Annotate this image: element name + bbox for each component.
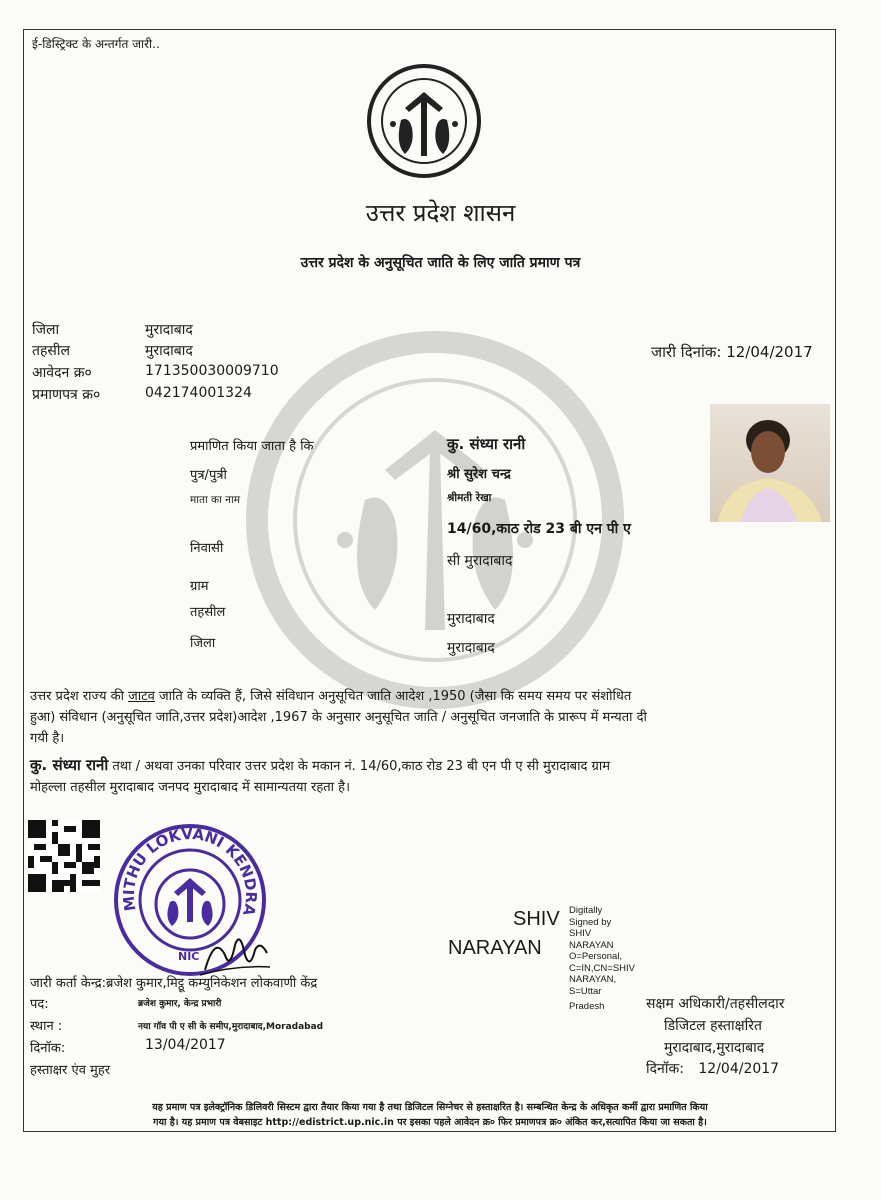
district-value: मुरादाबाद	[145, 322, 193, 338]
applicant-name: कु. संध्या रानी	[447, 435, 526, 453]
residence-applicant-name: कु. संध्या रानी	[30, 756, 109, 774]
digital-signature-details: Digitally Signed by SHIV NARAYAN O=Personal, C=IN,CN=SHIV NARAYAN, S=Uttar Pradesh	[569, 905, 635, 1012]
tehsil-label: तहसील	[32, 343, 70, 359]
certificate-subtitle: उत्तर प्रदेश के अनुसूचित जाति के लिए जाति प्रमाण पत्र	[300, 255, 581, 271]
application-label: आवेदन क्र०	[32, 365, 92, 381]
issuer-center-label: जारी कर्ता केन्द्र:	[30, 976, 107, 991]
paragraph-line2: हुआ) संविधान (अनुसूचित जाति,उत्तर प्रदेश)आदेश ,1967 के अनुसार अनुसूचित जाति / अनुसूचित जनजाति के प्रारूप में मन्यता दी	[30, 710, 647, 725]
place-value: नया गॉव पी ए सी के समीप,मुरादाबाद,Moradabad	[138, 1022, 324, 1032]
issuer-date-label: दिनॉक:	[30, 1041, 66, 1056]
authority-title: सक्षम अधिकारी/तहसीलदार	[646, 996, 785, 1012]
footer-line2: गया है। यह प्रमाण पत्र वेबसाइट http://edistrict.up.nic.in पर इसका पहले आवेदन क्र० फिर प्रमाणपत्र क्र० अंकित कर,सत्यापित किया जा सकता है।	[153, 1117, 707, 1128]
authority-digitally-signed: डिजिटल हस्ताक्षरित	[664, 1018, 762, 1034]
detail-district-value: मुरादाबाद	[447, 640, 495, 656]
authority-date-value: 12/04/2017	[698, 1061, 780, 1077]
resident-label: निवासी	[190, 541, 224, 556]
caste-paragraph	[30, 686, 830, 749]
person-photo-icon	[710, 404, 830, 522]
residence-paragraph	[30, 755, 830, 798]
district-label: जिला	[32, 322, 60, 338]
issuer-center-value: ब्रजेश कुमार,मिट्ठू कम्युनिकेशन लोकवाणी केंद्र	[106, 976, 318, 991]
detail-district-label: जिला	[190, 636, 216, 651]
father-name: श्री सुरेश चन्द्र	[447, 467, 511, 482]
signer-name-line2: NARAYAN	[448, 937, 542, 959]
issuer-date-value: 13/04/2017	[145, 1037, 226, 1053]
tehsil-value: मुरादाबाद	[145, 343, 193, 359]
footer-line1: यह प्रमाण पत्र इलेक्ट्रॉनिक डिलिवरी सिस्टम द्वारा तैयार किया गया है तथा डिजिटल सिग्नेचर से हस्ताक्षरित है। सम्बन्धित केन्द्र के अधिकृत कर्मी द्वारा प्रमाणित किया	[152, 1102, 708, 1113]
post-label: पद:	[30, 997, 49, 1012]
issue-date-value: 12/04/2017	[726, 343, 813, 361]
paragraph-line1: जाति के व्यक्ति हैं, जिसे संविधान अनुसूचित जाति आदेश ,1950 (जैसा कि समय समय पर संशोधित	[154, 689, 632, 704]
residence-line1: तथा / अथवा उनका परिवार उत्तर प्रदेश के मकान नं. 14/60,काठ रोड 23 बी एन पी ए सी मुरादाबाद ग्राम	[108, 759, 610, 774]
application-number: 171350030009710	[145, 363, 279, 379]
signer-name-line1: SHIV	[513, 908, 560, 930]
detail-tehsil-value: मुरादाबाद	[447, 611, 495, 627]
issue-date-label: जारी दिनांक:	[651, 343, 722, 361]
header-note: ई-डिस्ट्रिक्ट के अन्तर्गत जारी..	[32, 37, 160, 51]
detail-tehsil-label: तहसील	[190, 605, 226, 620]
mother-name-label: माता का नाम	[190, 494, 240, 506]
qr-code-icon	[28, 820, 100, 892]
page-title: उत्तर प्रदेश शासन	[365, 199, 516, 227]
village-label: ग्राम	[190, 579, 209, 594]
certificate-footer-note	[30, 1100, 830, 1130]
resident-address-line2: सी मुरादाबाद	[447, 553, 513, 569]
seal-bottom-text: NIC	[178, 950, 200, 963]
authority-location: मुरादाबाद,मुरादाबाद	[664, 1040, 765, 1056]
place-label: स्थान :	[30, 1019, 63, 1034]
handwritten-signature-icon	[195, 925, 275, 980]
up-government-emblem-icon	[365, 62, 483, 180]
authority-date-label: दिनॉक:	[646, 1061, 684, 1077]
paragraph-line3: गयी है।	[30, 731, 65, 746]
certificate-number: 042174001324	[145, 385, 252, 401]
child-of-label: पुत्र/पुत्री	[190, 468, 227, 483]
certificate-label: प्रमाणपत्र क्र०	[32, 387, 101, 403]
post-value: ब्रजेश कुमार, केन्द्र प्रभारी	[138, 999, 222, 1009]
sign-and-seal-label: हस्ताक्षर एंव मुहर	[30, 1063, 111, 1078]
svg-text:MITHU LOKVANI KENDRA: MITHU LOKVANI KENDRA	[119, 824, 261, 918]
paragraph-prefix: उत्तर प्रदेश राज्य की	[30, 689, 129, 704]
residence-line2: मोहल्ला तहसील मुरादाबाद जनपद मुरादाबाद में सामान्यतया रहता है।	[30, 780, 351, 795]
mother-name: श्रीमती रेखा	[447, 492, 492, 504]
certified-label: प्रमाणित किया जाता है कि	[190, 439, 314, 454]
resident-address-line1: 14/60,काठ रोड 23 बी एन पी ए	[447, 521, 631, 537]
caste-name: जाटव	[128, 689, 155, 704]
applicant-photo	[710, 404, 830, 522]
